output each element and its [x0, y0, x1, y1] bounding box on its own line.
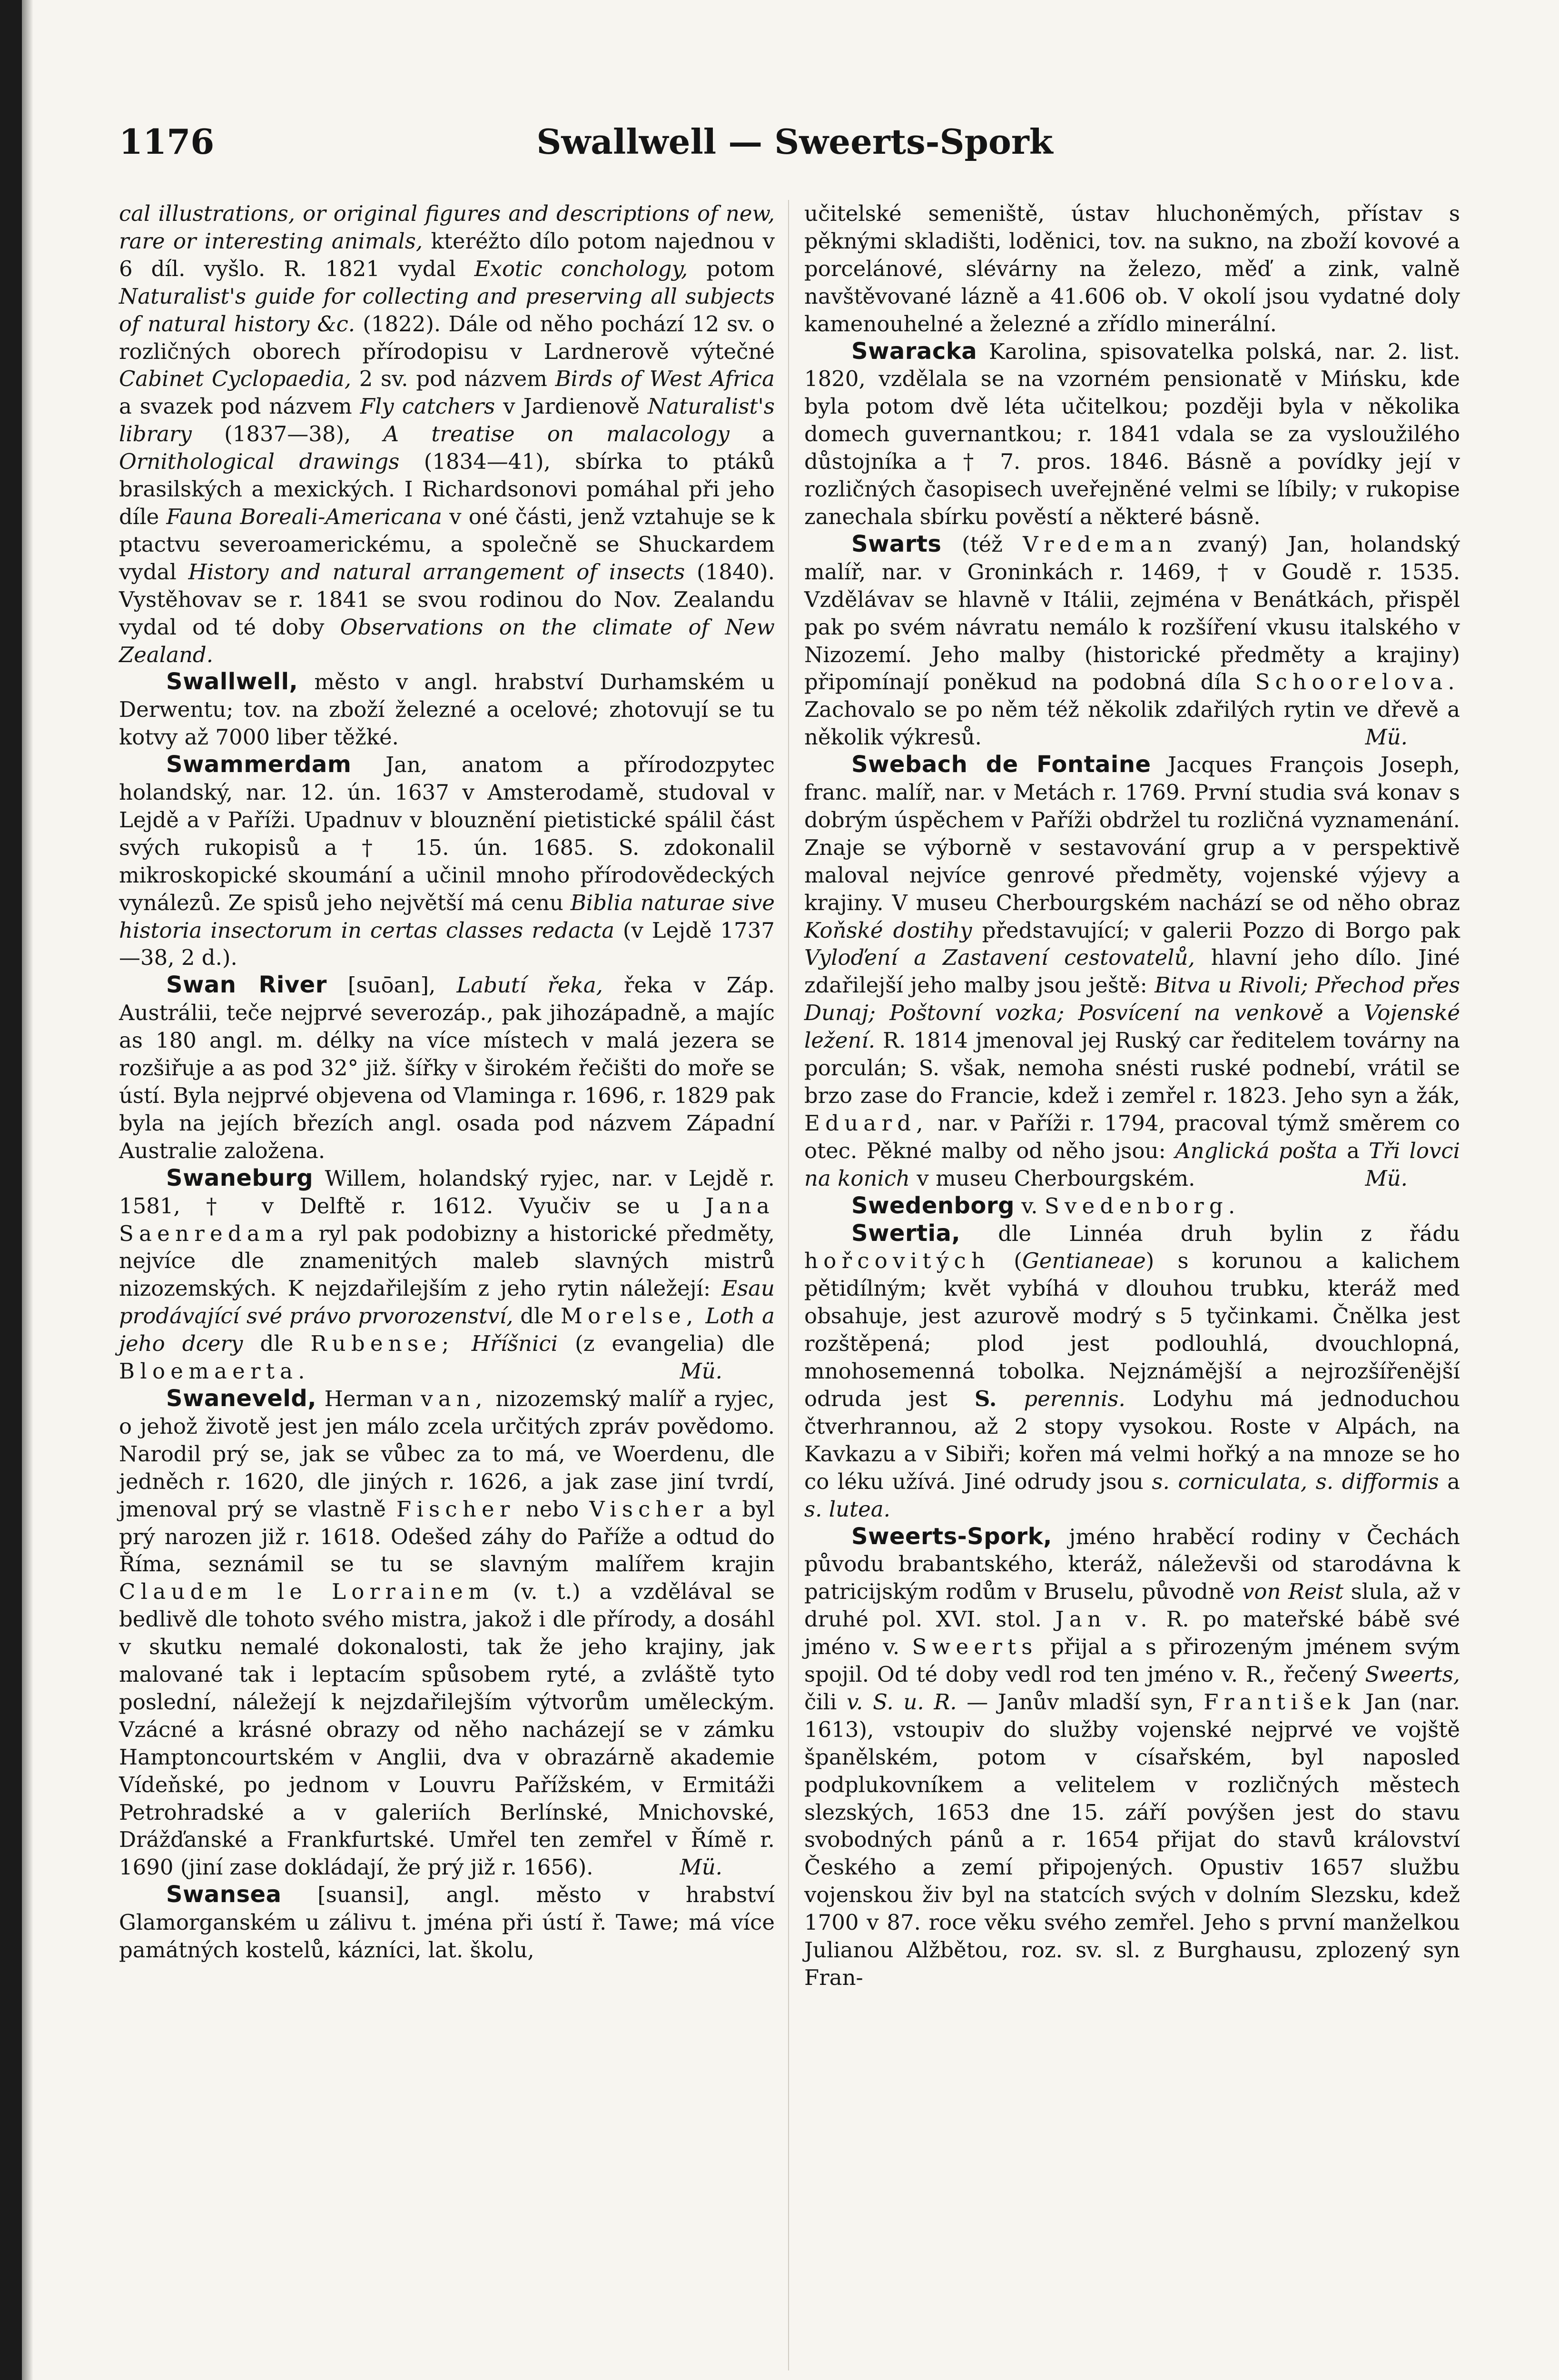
- author-signature: Mü.: [1365, 1165, 1408, 1191]
- scan-edge-shadow: [22, 0, 33, 2380]
- headword: Swarts: [851, 530, 942, 557]
- headword: Swaneveld,: [166, 1385, 316, 1412]
- running-title: Swallwell — Sweerts-Spork: [536, 121, 1053, 162]
- scan-dark-edge: [0, 0, 22, 2380]
- entry-swarts: Swarts (též Vredeman zvaný) Jan, holandský malíř, nar. v Groninkách r. 1469, † v Goudě r. 1535. Vzdělávav se hlavně v Itálii, zejména v Benátkách, přispěl pak po svém návratu nemálo k rozšíření vkusu italského v Nizozemí. Jeho malby (historické předměty a krajiny) připomínají poněkud na podobná díla Schoorelova. Zachovalo se po něm též několik zdařilých rytin ve dřevě a několik výkresů. Mü.: [804, 531, 1460, 751]
- headword: Swammerdam: [166, 751, 352, 778]
- headword: Swallwell,: [166, 668, 298, 695]
- left-column: [119, 200, 775, 1964]
- continuation-paragraph: učitelské semeniště, ústav hluchoněmých, přístav s pěknými skladišti, loděnici, tov. na sukno, na zboží kovové a porcelánové, slévárny na železo, měď a zink, valně navštěvované lázně a 41.606 ob. V okolí jsou vydatné doly kamenouhelné a železné a zřídlo minerální.: [804, 201, 1460, 337]
- continuation-paragraph: cal illustrations, or original figures and descriptions of new, rare or interesting animals, kteréžto dílo potom najednou v 6 díl. vyšlo. R. 1821 vydal Exotic conchology, potom Naturalist's guide for collecting and preserving all subjects of natural history &c. (1822). Dále od něho pochází 12 sv. o rozličných oborech přírodopisu v Lardnerově výtečné Cabinet Cyclopaedia, 2 sv. pod názvem Birds of West Africa a svazek pod názvem Fly catchers v Jardienově Naturalist's library (1837—38), A treatise on malacology a Ornithological drawings (1834—41), sbírka to ptáků brasilských a mexických. I Richardsonovi pomáhal při jeho díle Fauna Boreali-Americana v oné části, jenž vztahuje se k ptactvu severoamerickému, a společně se Shuckardem vydal History and natural arrangement of insects (1840). Vystěhovav se r. 1841 se svou rodinou do Nov. Zealandu vydal od té doby Observations on the climate of New Zealand.: [119, 201, 775, 667]
- entry-swallwell: Swallwell, město v angl. hrabství Durhamském u Derwentu; tov. na zboží železné a ocelové; zhotovují se tu kotvy až 7000 liber těžké.: [119, 668, 775, 750]
- headword: Swedenborg: [851, 1192, 1015, 1219]
- entry-swedenborg: Swedenborg v. Svedenborg.: [851, 1192, 1241, 1219]
- right-column: [804, 200, 1460, 1992]
- column-divider: [788, 200, 789, 2370]
- author-signature: Mü.: [680, 1359, 722, 1384]
- headword: Sweerts-Spork,: [851, 1523, 1052, 1550]
- entry-swan-river: Swan River [suōan], Labutí řeka, řeka v Záp. Austrálii, teče nejprvé severozáp., pak jihozápadně, a majíc as 180 angl. m. délky na více místech v malá jezera se rozšiřuje a as pod 32° již. šířky v širokém řečišti do moře se ústí. Byla nejprvé objevena od Vlaminga r. 1696, r. 1829 pak byla na jejích březích angl. osada pod názvem Západní Australie založena.: [119, 972, 775, 1163]
- entry-swertia: Swertia, dle Linnéa druh bylin z řádu hořcovitých (Gentianeae) s korunou a kalichem pětidílným; květ vybíhá v dlouhou trubku, kteráž med obsahuje, jest azurově modrý s 5 tyčinkami. Čnělka jest rozštěpená; plod jest podlouhlá, dvouchlopná, mnohosemenná tobolka. Nejznámější a nejrozšířenější odruda jest S. perennis. Lodyhu má jednoduchou čtverhrannou, až 2 stopy vysokou. Roste v Alpách, na Kavkazu a v Sibiři; kořen má velmi hořký a na mnoze se ho co léku užívá. Jiné odrudy jsou s. corniculata, s. difformis a s. lutea.: [804, 1220, 1460, 1522]
- page-number: 1176: [119, 121, 215, 162]
- headword: Swaracka: [851, 337, 977, 365]
- headword: Swan River: [166, 972, 327, 999]
- headword: Swebach de Fontaine: [851, 751, 1151, 778]
- headword: Swertia,: [851, 1220, 961, 1247]
- entry-swaneburg: Swaneburg Willem, holandský ryjec, nar. v Lejdě r. 1581, † v Delftě r. 1612. Vyučiv se u Jana Saenredama ryl pak podobizny a historické předměty, nejvíce dle znamenitých maleb slavných mistrů nizozemských. K nejzdařilejším z jeho rytin náležejí: Esau prodávající své právo prvorozenství, dle Morelse, Loth a jeho dcery dle Rubense; Hříšnici (z evangelia) dle Bloemaerta. Mü.: [119, 1165, 775, 1385]
- author-signature: Mü.: [680, 1854, 722, 1880]
- entry-swaneveld: Swaneveld, Herman van, nizozemský malíř a ryjec, o jehož životě jest jen málo zcela určitých zpráv povědomo. Narodil prý se, jak se vůbec za to má, ve Woerdenu, dle jedněch r. 1620, dle jiných r. 1626, a jak zase jiní tvrdí, jmenoval prý se vlastně Fischer nebo Vischer a byl prý narozen již r. 1618. Odešed záhy do Paříže a odtud do Říma, seznámil se tu se slavným malířem krajin Claudem le Lorrainem (v. t.) a vzdělával se bedlivě dle tohoto svého mistra, jakož i dle přírody, a dosáhl v skutku nemalé dokonalosti, tak že jeho krajiny, jak malované tak i leptacím spůsobem ryté, a zvláště tyto poslední, náležejí k nejzdařilejším výtvorům uměleckým. Vzácné a krásné obrazy od něho nacházejí se v zámku Hamptoncourtském v Anglii, dva v obrazárně akademie Vídeňské, po jednom v Louvru Pařížském, v Ermitáži Petrohradské a v galeriích Berlínské, Mnichovské, Drážďanské a Frankfurtské. Umřel ten zemřel v Římě r. 1690 (jiní zase dokládají, že prý již r. 1656). Mü.: [119, 1385, 775, 1881]
- author-signature: Mü.: [1365, 724, 1408, 750]
- entry-swansea: Swansea [suansi], angl. město v hrabství Glamorganském u zálivu t. jména při ústí ř. Tawe; má více památných kostelů, kázníci, lat. školu,: [119, 1881, 775, 1963]
- entry-swebach: Swebach de Fontaine Jacques François Joseph, franc. malíř, nar. v Metách r. 1769. První studia svá konav s dobrým úspěchem v Paříži obdržel tu rozličná vyznamenání. Znaje se výborně v sestavování grup a v perspektivě maloval nejvíce genrové předměty, vojenské výjevy a krajiny. V museu Cherbourgském nachází se od něho obraz Koňské dostihy představující; v galerii Pozzo di Borgo pak Vyloďení a Zastavení cestovatelů, hlavní jeho dílo. Jiné zdařilejší jeho malby jsou ještě: Bitva u Rivoli; Přechod přes Dunaj; Poštovní vozka; Posvícení na venkově a Vojenské ležení. R. 1814 jmenoval jej Ruský car ředitelem továrny na porculán; S. však, nemoha snésti ruské podnebí, vrátil se brzo zase do Francie, kdež i zemřel r. 1823. Jeho syn a žák, Eduard, nar. v Paříži r. 1794, pracoval týmž směrem co otec. Pěkné malby od něho jsou: Anglická pošta a Tři lovci na konich v museu Cherbourgském. Mü.: [804, 751, 1460, 1192]
- entry-sweerts-spork: Sweerts-Spork, jméno hraběcí rodiny v Čechách původu brabantského, kteráž, náleževši od starodávna k patricijským rodům v Bruselu, původně von Reist slula, až v druhé pol. XVI. stol. Jan v. R. po mateřské bábě své jméno v. Sweerts přijal a s přirozeným jménem svým spojil. Od té doby vedl rod ten jméno v. R., řečený Sweerts, čili v. S. u. R. — Janův mladší syn, František Jan (nar. 1613), vstoupiv do služby vojenské nejprvé ve vojště španělském, potom v císařském, byl naposled podplukovníkem a velitelem v rozličných městech slezských, 1653 dne 15. září povýšen jest do stavu svobodných pánů a r. 1654 přijat do stavů království Českého a zemí připojených. Opustiv 1657 službu vojenskou živ byl na statcích svých v dolním Slezsku, kdež 1700 v 87. roce věku svého zemřel. Jeho s první manželkou Julianou Alžbětou, roz. sv. sl. z Burghausu, zplozený syn Fran-: [804, 1523, 1460, 1990]
- page-header: [119, 121, 1470, 174]
- entry-swammerdam: Swammerdam Jan, anatom a přírodozpytec holandský, nar. 12. ún. 1637 v Amsterodamě, studoval v Lejdě a v Paříži. Upadnuv v blouznění pietistické spálil část svých rukopisů a † 15. ún. 1685. S. zdokonalil mikroskopické skoumání a učinil mnoho přírodovědeckých vynálezů. Ze spisů jeho největší má cenu Biblia naturae sive historia insectorum in certas classes redacta (v Lejdě 1737 —38, 2 d.).: [119, 751, 775, 971]
- headword: Swansea: [166, 1881, 282, 1908]
- headword: Swaneburg: [166, 1164, 314, 1191]
- entry-swaracka: Swaracka Karolina, spisovatelka polská, nar. 2. list. 1820, vzdělala se na vzorném pensionatě v Mińsku, kde byla potom dvě léta učitelkou; později byla v několika domech guvernantkou; r. 1841 vdala se za vysloužilého důstojníka a † 7. pros. 1846. Básně a povídky její v rozličných časopisech uveřejněné velmi se líbily; v rukopise zanechala sbírku pověstí a některé básně.: [804, 337, 1460, 529]
